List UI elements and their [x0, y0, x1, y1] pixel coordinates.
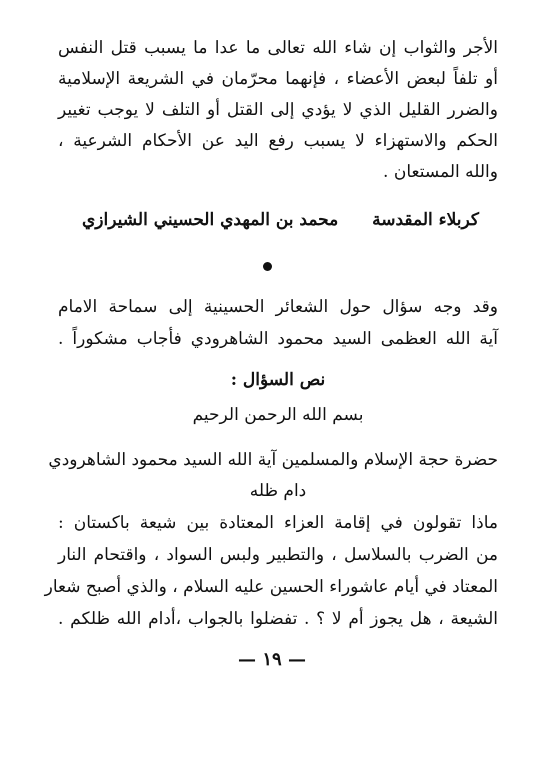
- basmala: بسم الله الرحمن الرحيم: [192, 405, 364, 425]
- paragraph-line: والله المستعان .: [383, 162, 498, 182]
- question-line: ماذا تقولون في إقامة العزاء المعتادة بين شيعة باكستان :: [58, 513, 498, 533]
- paragraph-line: الحكم والاستهزاء لا يسبب رفع اليد عن الأحكام الشرعية ،: [58, 131, 498, 151]
- paragraph-line: أو تلفاً لبعض الأعضاء ، فإنهما محرّمان في الشريعة الإسلامية: [58, 69, 498, 89]
- intro-line: وقد وجه سؤال حول الشعائر الحسينية إلى سماحة الامام: [58, 297, 498, 317]
- intro-line: آية الله العظمى السيد محمود الشاهرودي فأجاب مشكوراً .: [58, 329, 498, 349]
- addressee-suffix: دام ظله: [249, 481, 307, 501]
- question-line: الشيعة ، هل يجوز أم لا ؟ . تفضلوا بالجواب ،أدام الله ظلكم .: [58, 609, 499, 629]
- question-line: من الضرب بالسلاسل ، والتطبير ولبس السواد ، واقتحام النار: [58, 545, 498, 565]
- page-number: — ١٩ —: [238, 649, 306, 670]
- question-heading: نص السؤال :: [230, 370, 326, 390]
- signature-name: محمد بن المهدي الحسيني الشيرازي: [82, 210, 339, 230]
- question-line: المعتاد في أيام عاشوراء الحسين عليه السلام ، والذي أصبح شعار: [44, 577, 498, 597]
- paragraph-line: والضرر القليل الذي لا يؤدي إلى القتل أو التلف لا يوجب تغيير: [58, 100, 498, 120]
- signature-place: كربلاء المقدسة: [372, 210, 479, 230]
- paragraph-line: الأجر والثواب إن شاء الله تعالى ما عدا ما يسبب قتل النفس: [58, 38, 498, 58]
- separator-dot: [263, 262, 272, 271]
- addressee: حضرة حجة الإسلام والمسلمين آية الله السيد محمود الشاهرودي: [48, 450, 498, 470]
